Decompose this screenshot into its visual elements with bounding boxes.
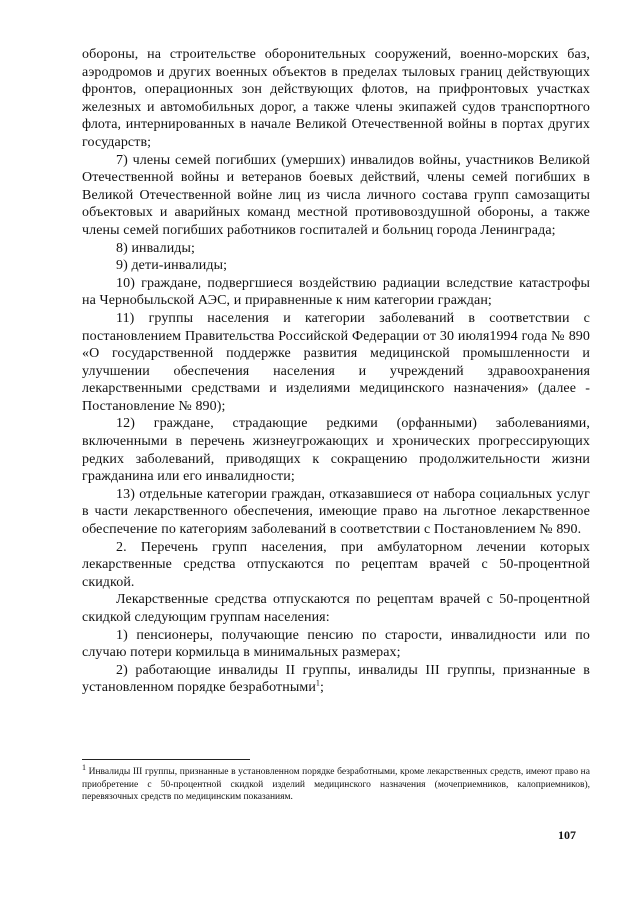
paragraph-section-2: 2. Перечень групп населения, при амбулаторном лечении которых лекарственные средства отпускаются по рецептам врачей с 50-процентной скидкой. (82, 539, 590, 590)
paragraph-list-2-suffix: ; (320, 680, 325, 696)
paragraph-item-7: 7) члены семей погибших (умерших) инвалидов войны, участников Великой Отечественной войны и ветеранов боевых действий, члены семей погибших в Великой Отечественной войне лиц из числа личного состава групп самозащиты объектовых и аварийных команд местной противовоздушной обороны, а также члены семей погибших работников госпиталей и больниц города Ленинграда; (82, 152, 590, 238)
footnote-text: Инвалиды III группы, признанные в установленном порядке безработными, кроме лекарственных средств, имеют право на приобретение с 50-процентной скидкой изделий медицинского назначения (мочеприемников, калоприемников), перевязочных средств по медицинским показаниям. (82, 767, 590, 802)
paragraph-item-13: 13) отдельные категории граждан, отказавшиеся от набора социальных услуг в части лекарственного обеспечения, имеющие право на льготное лекарственное обеспечение по категориям заболеваний в соответствии с Постановлением № 890. (82, 486, 590, 538)
paragraph-intro: Лекарственные средства отпускаются по рецептам врачей с 50-процентной скидкой следующим группам населения: (82, 592, 590, 625)
paragraph-item-8: 8) инвалиды; (116, 240, 196, 256)
paragraph-item-11: 11) группы населения и категории заболеваний в соответствии с постановлением Правительства Российской Федерации от 30 июля1994 года № 890 «О государственной поддержке развития медицинской промышленности и улучшении обеспечения населения и учреждений здравоохранения лекарственными средствами и изделиями медицинского назначения» (далее - Постановление № 890); (82, 310, 590, 414)
footnote-reference[interactable]: 1 (315, 678, 321, 688)
paragraph-item-9: 9) дети-инвалиды; (116, 258, 228, 274)
footnote (82, 762, 590, 804)
footnote-marker: 1 (82, 762, 86, 772)
paragraph-list-2 (82, 662, 590, 697)
paragraph-list-2-text: 2) работающие инвалиды II группы, инвалиды III группы, признанные в установленном порядке безработными (82, 662, 590, 696)
paragraph-item-10: 10) граждане, подвергшиеся воздействию радиации вследствие катастрофы на Чернобыльской АЭС, и приравненные к ним категории граждан; (82, 275, 590, 309)
paragraph-continuation: обороны, на строительстве оборонительных сооружений, военно-морских баз, аэродромов и других военных объектов в пределах тыловых границ действующих фронтов, операционных зон действующих флотов, на прифронтовых участках железных и автомобильных дорог, а также члены экипажей судов транспортного флота, интернированных в начале Великой Отечественной войны в портах других государств; (82, 47, 590, 150)
paragraph-item-12: 12) граждане, страдающие редкими (орфанными) заболеваниями, включенными в перечень жизнеугрожающих и хронических прогрессирующих редких заболеваний, приводящих к сокращению продолжительности жизни гражданина или его инвалидности; (82, 416, 590, 485)
page-number: 107 (558, 828, 576, 842)
footnote-divider (82, 759, 250, 760)
paragraph-list-1: 1) пенсионеры, получающие пенсию по старости, инвалидности или по случаю потери кормильца в минимальных размерах; (82, 627, 590, 661)
body-text (82, 46, 590, 697)
